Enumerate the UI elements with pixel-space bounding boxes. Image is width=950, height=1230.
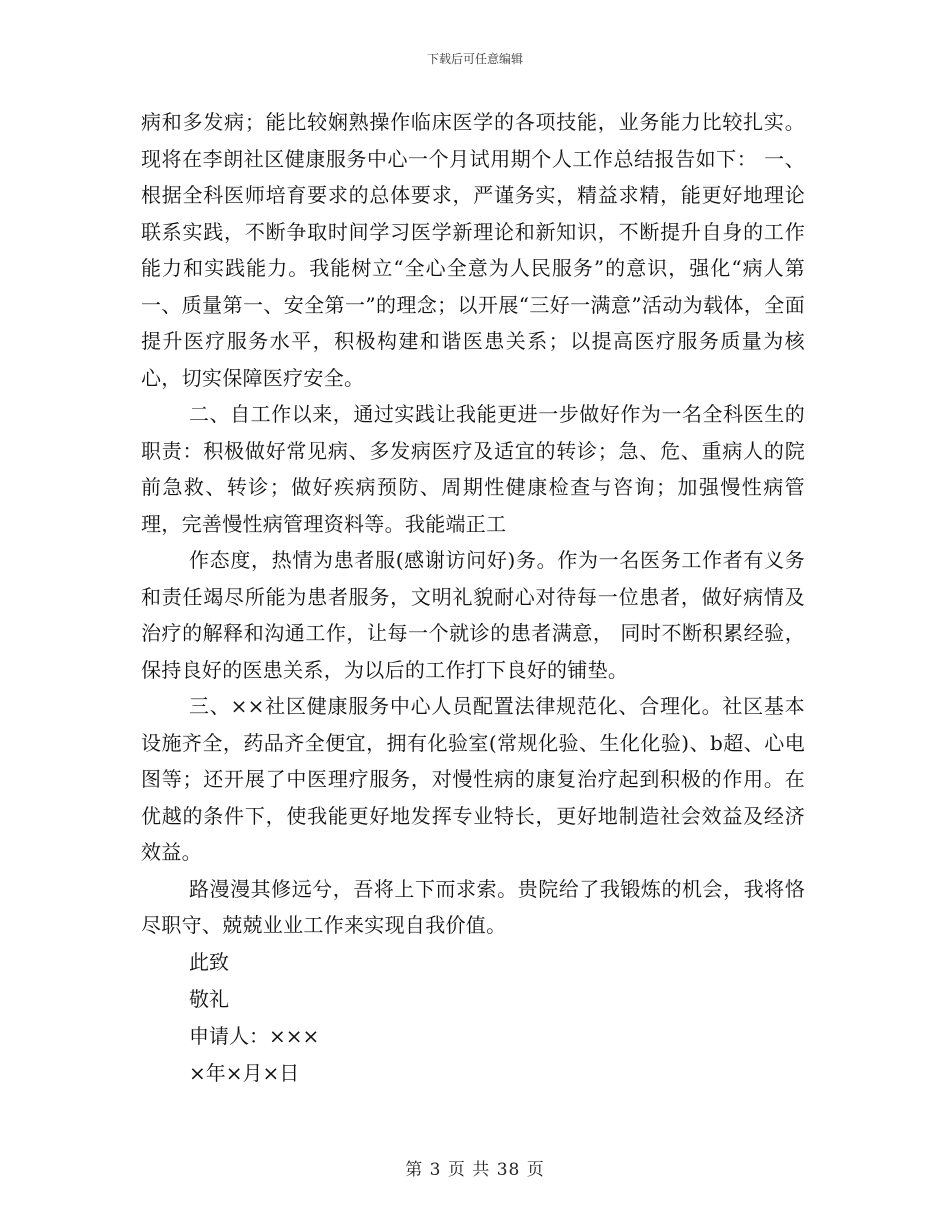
paragraph-intro: 病和多发病；能比较娴熟操作临床医学的各项技能，业务能力比较扎实。现将在李朗社区健康服务中心一个月试用期个人工作总结报告如下： 一、根据全科医师培育要求的总体要求，严谨务实，精益求精，能更好地理论联系实践，不断争取时间学习医学新理论和新知识，不断提升自身的工作能力和实践能力。我能树立“全心全意为人民服务”的意识，强化“病人第一、质量第一、安全第一”的理念；以开展“三好一满意”活动为载体，全面提升医疗服务水平，积极构建和谐医患关系；以提高医疗服务质量为核心，切实保障医疗安全。	[141, 110, 805, 390]
page-header-note: 下载后可任意编辑	[426, 52, 523, 66]
signature-date: ×年×月×日	[189, 1060, 300, 1085]
document-body	[141, 104, 805, 1092]
applicant-signature: 申请人：×××	[189, 1023, 320, 1048]
closing-salutation: 此致	[189, 949, 229, 974]
closing-regards: 敬礼	[189, 986, 229, 1011]
paragraph-section-two: 二、自工作以来，通过实践让我能更进一步做好作为一名全科医生的职责：积极做好常见病、多发病医疗及适宜的转诊；急、危、重病人的院前急救、转诊；做好疾病预防、周期性健康检查与咨询；加强慢性病管理，完善慢性病管理资料等。我能端正工	[141, 402, 805, 536]
paragraph-conclusion: 路漫漫其修远兮，吾将上下而求索。贵院给了我锻炼的机会，我将恪尽职守、兢兢业业工作来实现自我价值。	[141, 876, 805, 937]
paragraph-section-three: 三、××社区健康服务中心人员配置法律规范化、合理化。社区基本设施齐全，药品齐全便宜，拥有化验室(常规化验、生化化验)、b超、心电图等；还开展了中医理疗服务，对慢性病的康复治疗起到积极的作用。在优越的条件下，使我能更好地发挥专业特长，更好地制造社会效益及经济效益。	[141, 694, 805, 864]
page-number: 第 3 页 共 38 页	[405, 1160, 545, 1180]
paragraph-work-attitude: 作态度，热情为患者服(感谢访问好)务。作为一名医务工作者有义务和责任竭尽所能为患者服务，文明礼貌耐心对待每一位患者，做好病情及治疗的解释和沟通工作，让每一个就诊的患者满意， 同时不断积累经验，保持良好的医患关系，为以后的工作打下良好的铺垫。	[141, 548, 805, 682]
